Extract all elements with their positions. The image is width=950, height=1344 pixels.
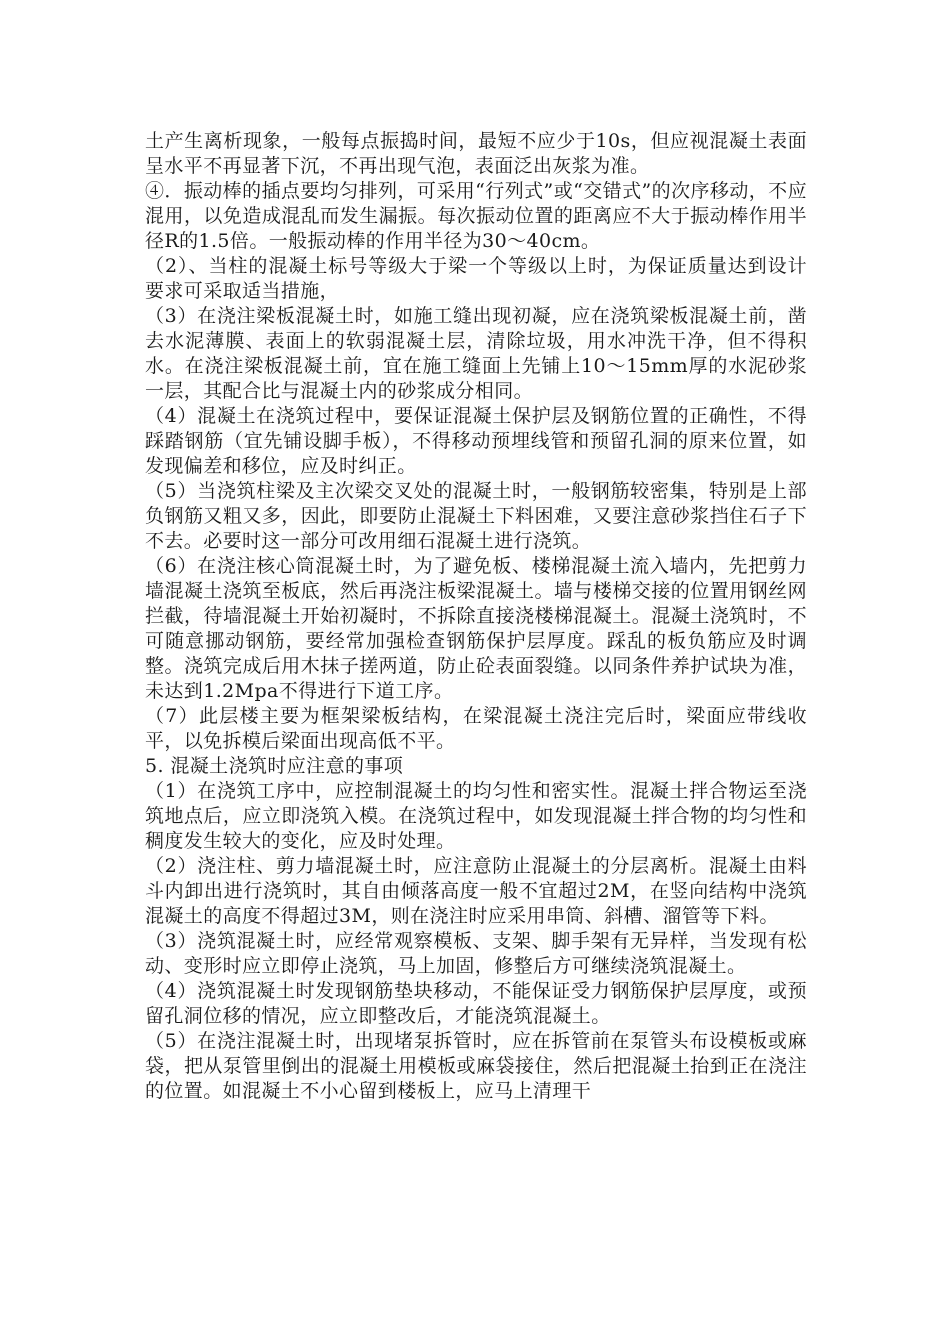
document-body (145, 129, 807, 1104)
paragraph-item-2: （2）、当柱的混凝土标号等级大于梁一个等级以上时，为保证质量达到设计要求可采取适当措施， (145, 255, 807, 302)
paragraph-notes-5: （5）在浇注混凝土时，出现堵泵拆管时，应在拆管前在泵管头布设模板或麻袋，把从泵管里倒出的混凝土用模板或麻袋接住，然后把混凝土抬到正在浇注的位置。如混凝土不小心留到楼板上，应马上清理干 (145, 1030, 807, 1102)
paragraph-notes-4: （4）浇筑混凝土时发现钢筋垫块移动，不能保证受力钢筋保护层厚度，或预留孔洞位移的情况，应立即整改后，才能浇筑混凝土。 (145, 980, 807, 1027)
paragraph-item-6: （6）在浇注核心筒混凝土时，为了避免板、楼梯混凝土流入墙内，先把剪力墙混凝土浇筑至板底，然后再浇注板梁混凝土。墙与楼梯交接的位置用钢丝网拦截，待墙混凝土开始初凝时，不拆除直接浇楼梯混凝土。混凝土浇筑时，不可随意挪动钢筋，要经常加强检查钢筋保护层厚度。踩乱的板负筋应及时调整。浇筑完成后用木抹子搓两道，防止砼表面裂缝。以同条件养护试块为准，未达到1.2Mpa不得进行下道工序。 (145, 555, 807, 702)
paragraph-vibration-time: 土产生离析现象，一般每点振捣时间，最短不应少于10s，但应视混凝土表面呈水平不再显著下沉，不再出现气泡，表面泛出灰浆为准。 (145, 130, 807, 177)
paragraph-notes-1: （1）在浇筑工序中，应控制混凝土的均匀性和密实性。混凝土拌合物运至浇筑地点后，应立即浇筑入模。在浇筑过程中，如发现混凝土拌合物的均匀性和稠度发生较大的变化，应及时处理。 (145, 780, 807, 852)
paragraph-notes-2: （2）浇注柱、剪力墙混凝土时，应注意防止混凝土的分层离析。混凝土由料斗内卸出进行浇筑时，其自由倾落高度一般不宜超过2M，在竖向结构中浇筑混凝土的高度不得超过3M，则在浇注时应采用串筒、斜槽、溜管等下料。 (145, 855, 807, 927)
paragraph-item-7: （7）此层楼主要为框架梁板结构，在梁混凝土浇注完后时，梁面应带线收平，以免拆模后梁面出现高低不平。 (145, 705, 807, 752)
section-heading-5: 5. 混凝土浇筑时应注意的事项 (145, 755, 404, 777)
paragraph-vibrator-insertion: ④．振动棒的插点要均匀排列，可采用“行列式”或“交错式”的次序移动，不应混用，以免造成混乱而发生漏振。每次振动位置的距离应不大于振动棒作用半径R的1.5倍。一般振动棒的作用半径为30～40cm。 (145, 180, 807, 252)
paragraph-item-3: （3）在浇注梁板混凝土时，如施工缝出现初凝，应在浇筑梁板混凝土前，凿去水泥薄膜、表面上的软弱混凝土层，清除垃圾，用水冲洗干净，但不得积水。在浇注梁板混凝土前，宜在施工缝面上先铺上10～15mm厚的水泥砂浆一层，其配合比与混凝土内的砂浆成分相同。 (145, 305, 807, 402)
paragraph-item-5: （5）当浇筑柱梁及主次梁交叉处的混凝土时，一般钢筋较密集，特别是上部负钢筋又粗又多，因此，即要防止混凝土下料困难，又要注意砂浆挡住石子下不去。必要时这一部分可改用细石混凝土进行浇筑。 (145, 480, 807, 552)
paragraph-item-4: （4）混凝土在浇筑过程中，要保证混凝土保护层及钢筋位置的正确性，不得踩踏钢筋（宜先铺设脚手板），不得移动预埋线管和预留孔洞的原来位置，如发现偏差和移位，应及时纠正。 (145, 405, 807, 477)
paragraph-notes-3: （3）浇筑混凝土时，应经常观察模板、支架、脚手架有无异样，当发现有松动、变形时应立即停止浇筑，马上加固，修整后方可继续浇筑混凝土。 (145, 930, 807, 977)
